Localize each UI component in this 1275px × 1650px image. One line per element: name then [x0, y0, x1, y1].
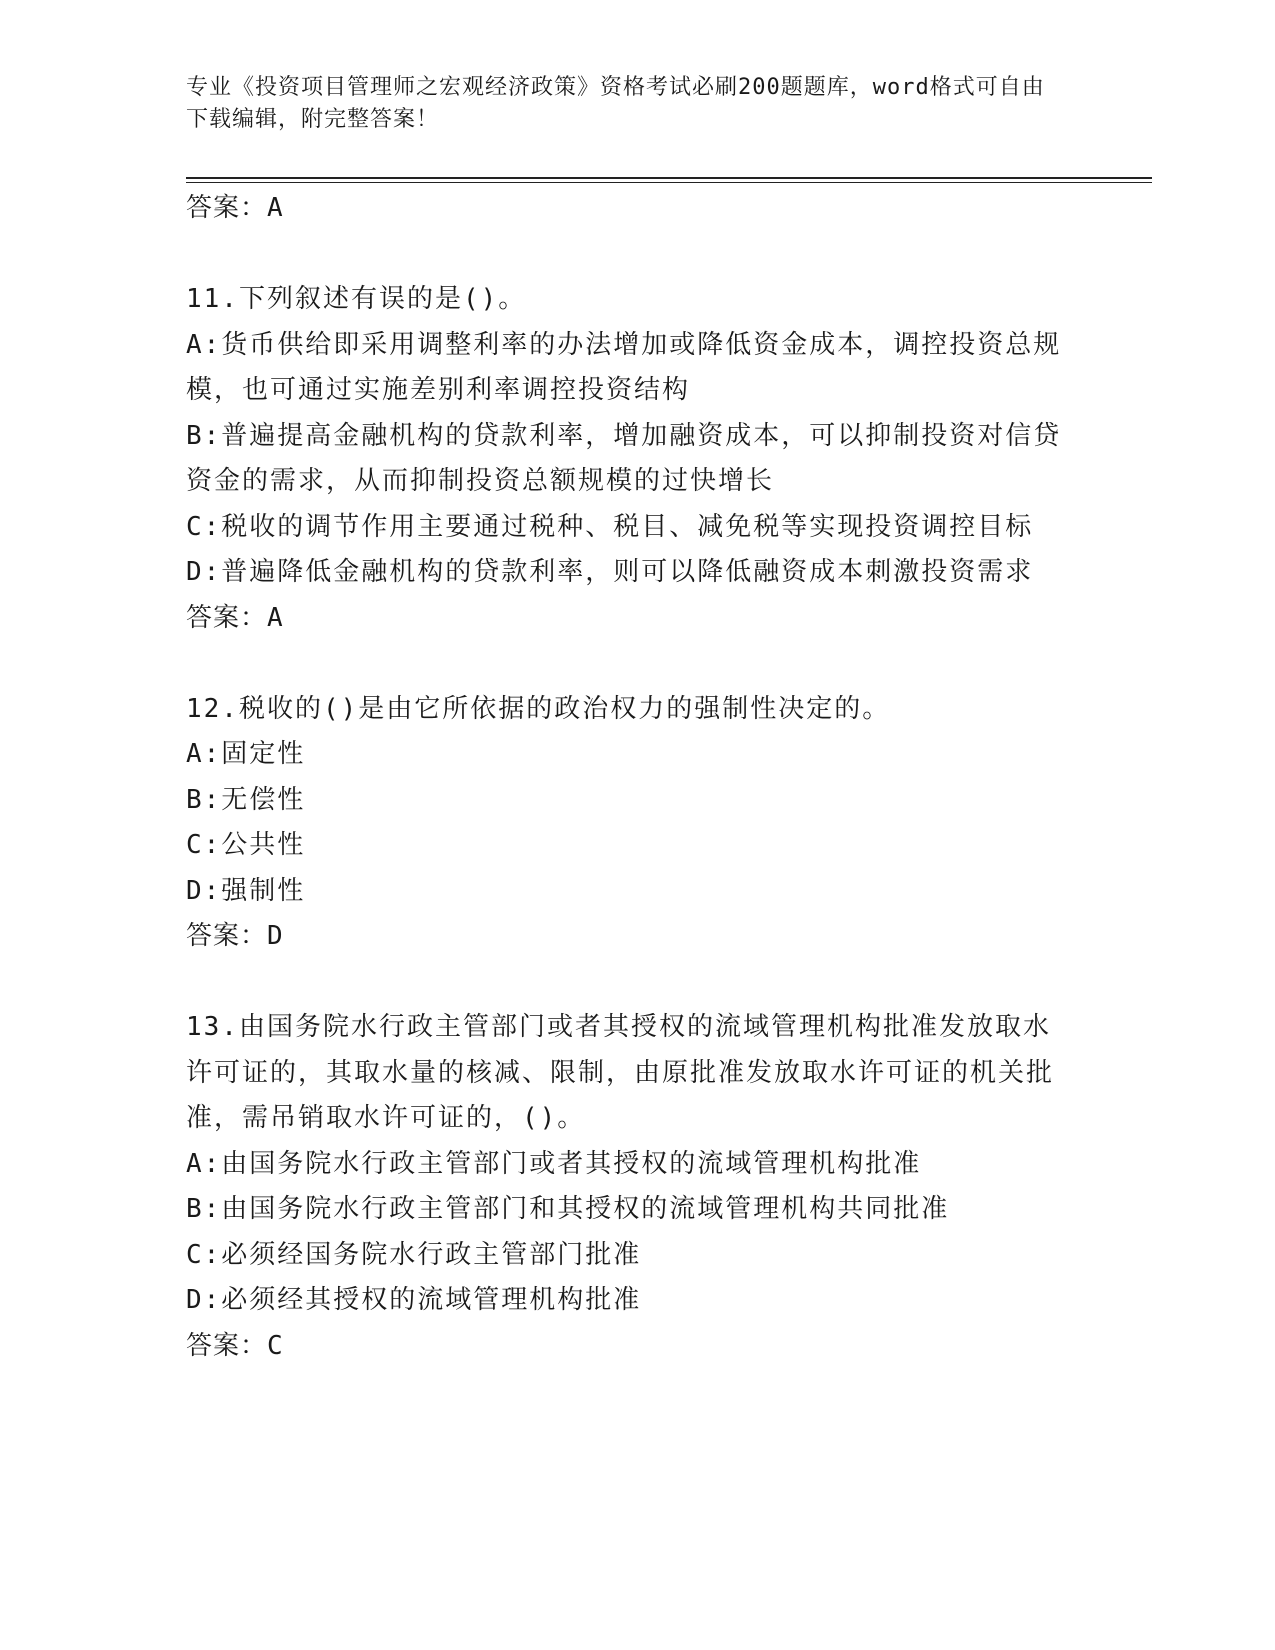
option-b: B:无偿性 — [186, 784, 306, 815]
option-d: D:普遍降低金融机构的贷款利率，则可以降低融资成本刺激投资需求 — [186, 557, 1034, 587]
option-d: D:必须经其授权的流域管理机构批准 — [186, 1285, 642, 1315]
question-content — [186, 186, 1066, 1369]
option-a: A:货币供给即采用调整利率的办法增加或降低资金成本，调控投资总规模，也可通过实施差别利率调控投资结构 — [186, 329, 1062, 405]
answer: 答案：C — [186, 1330, 284, 1361]
option-a: A:固定性 — [186, 739, 306, 769]
header-text: 专业《投资项目管理师之宏观经济政策》资格考试必刷200题题库，word格式可自由下载编辑，附完整答案！ — [186, 75, 1045, 132]
question-12 — [186, 687, 1066, 960]
option-c: C:必须经国务院水行政主管部门批准 — [186, 1239, 642, 1270]
question-stem: 12.税收的()是由它所依据的政治权力的强制性决定的。 — [186, 693, 891, 724]
option-c: C:税收的调节作用主要通过税种、税目、减免税等实现投资调控目标 — [186, 511, 1034, 542]
page-header — [186, 72, 1066, 136]
option-b: B:由国务院水行政主管部门和其授权的流域管理机构共同批准 — [186, 1194, 950, 1224]
option-c: C:公共性 — [186, 830, 306, 860]
option-a: A:由国务院水行政主管部门或者其授权的流域管理机构批准 — [186, 1148, 922, 1179]
spacer — [186, 960, 1066, 1006]
question-13 — [186, 1005, 1066, 1369]
spacer — [186, 641, 1066, 687]
question-stem: 11.下列叙述有误的是()。 — [186, 284, 527, 314]
option-d: D:强制性 — [186, 875, 306, 906]
answer: 答案：D — [186, 921, 284, 951]
header-rule-thin — [186, 182, 1152, 183]
spacer — [186, 232, 1066, 278]
header-rule-thick — [186, 177, 1152, 179]
answer: 答案：A — [186, 602, 284, 633]
previous-answer: 答案：A — [186, 193, 284, 223]
option-b: B:普遍提高金融机构的贷款利率，增加融资成本，可以抑制投资对信贷资金的需求，从而抑制投资总额规模的过快增长 — [186, 420, 1062, 496]
question-stem: 13.由国务院水行政主管部门或者其授权的流域管理机构批准发放取水许可证的，其取水量的核减、限制，由原批准发放取水许可证的机关批准，需吊销取水许可证的，()。 — [186, 1012, 1055, 1133]
question-11 — [186, 277, 1066, 641]
